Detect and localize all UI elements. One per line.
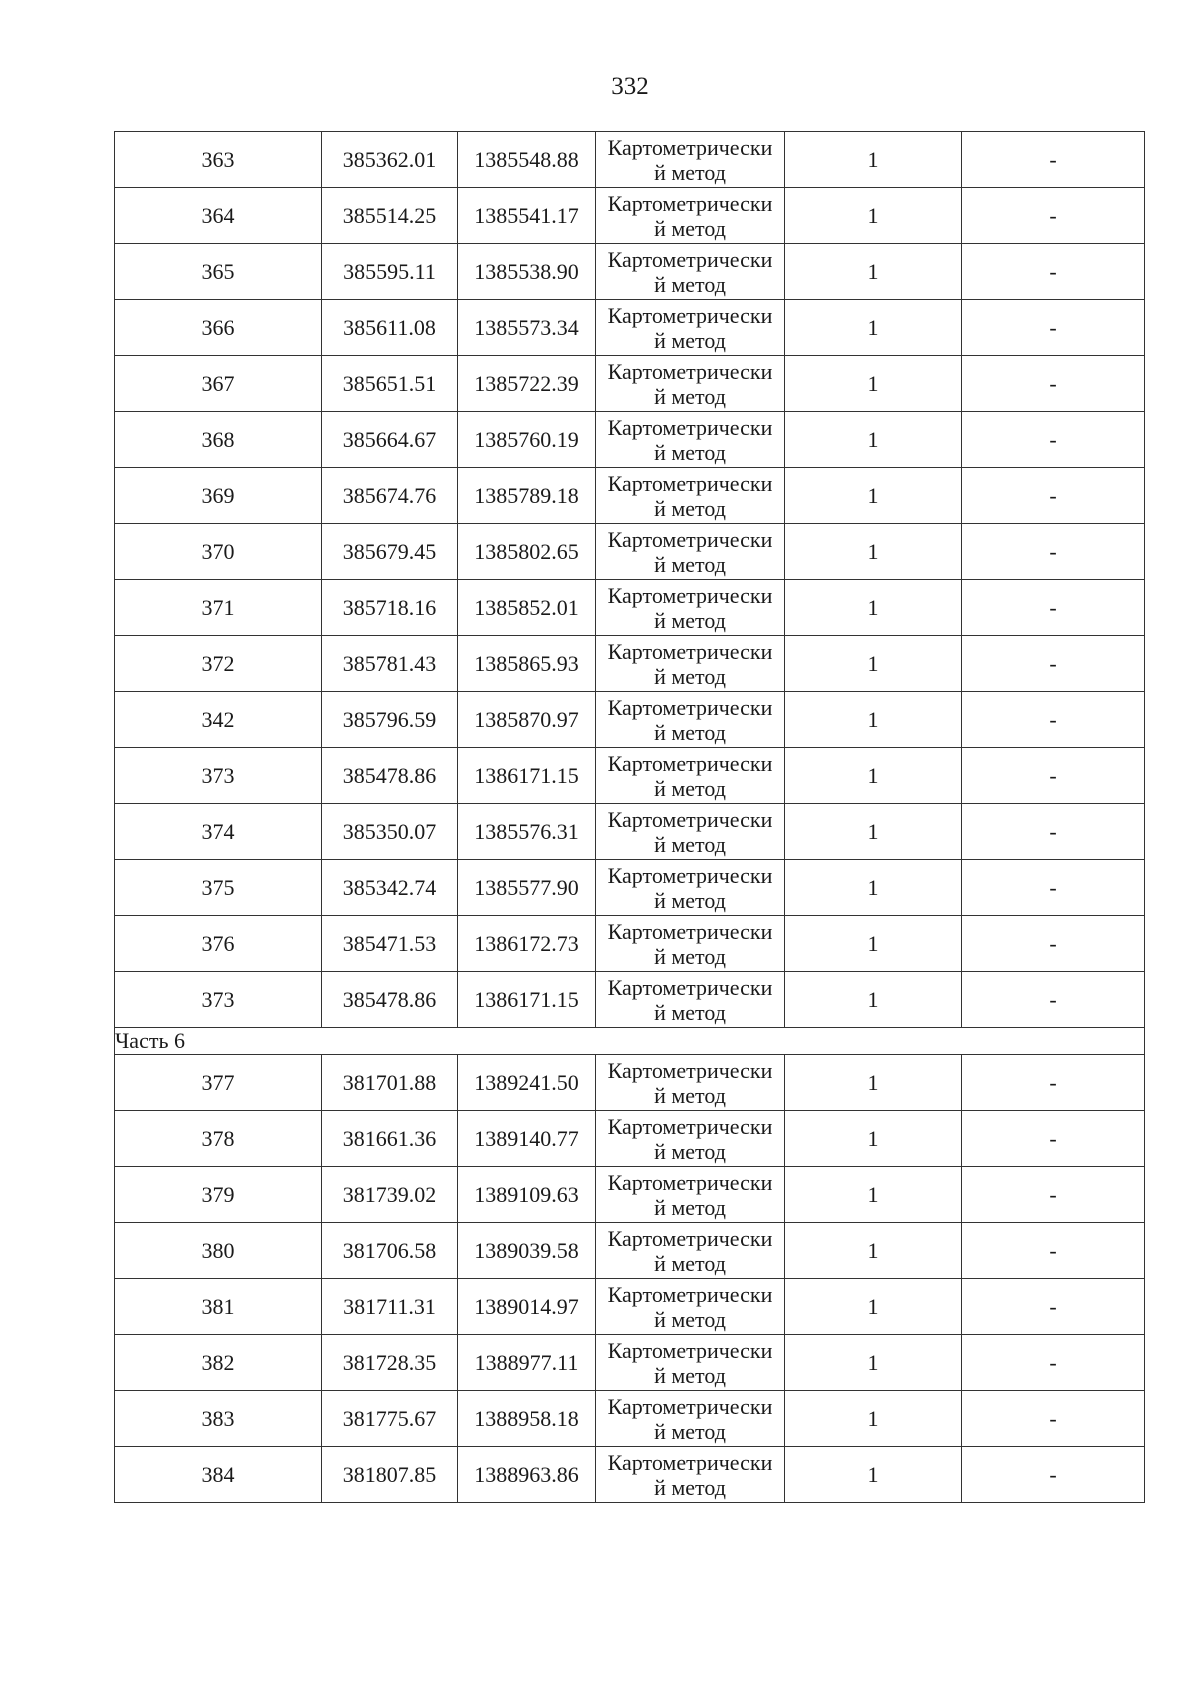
method-line-2: й метод [654,607,726,633]
method-cell [596,1055,785,1111]
x-coordinate-cell: 385342.74 [322,860,458,916]
table-row [115,524,1145,580]
method-line-1: Картометрически [607,750,773,776]
note-cell: - [962,972,1145,1028]
note-cell: - [962,356,1145,412]
accuracy-cell: 1 [785,1391,962,1447]
point-number-cell: 368 [115,412,322,468]
y-coordinate-cell: 1389241.50 [458,1055,596,1111]
accuracy-cell: 1 [785,1111,962,1167]
method-line-1: Картометрически [607,246,773,272]
x-coordinate-cell: 381739.02 [322,1167,458,1223]
table-row [115,244,1145,300]
section-row [115,1028,1145,1055]
accuracy-cell: 1 [785,412,962,468]
accuracy-cell: 1 [785,972,962,1028]
method-cell [596,244,785,300]
method-cell [596,132,785,188]
table-row [115,1111,1145,1167]
method-line-2: й метод [654,327,726,353]
method-line-2: й метод [654,215,726,241]
method-line-2: й метод [654,383,726,409]
table-row [115,1223,1145,1279]
x-coordinate-cell: 385664.67 [322,412,458,468]
point-number-cell: 373 [115,748,322,804]
accuracy-cell: 1 [785,1167,962,1223]
method-line-1: Картометрически [607,974,773,1000]
y-coordinate-cell: 1385538.90 [458,244,596,300]
y-coordinate-cell: 1385548.88 [458,132,596,188]
note-cell: - [962,1279,1145,1335]
table-row [115,188,1145,244]
table-row [115,1055,1145,1111]
table-row [115,580,1145,636]
y-coordinate-cell: 1386171.15 [458,748,596,804]
method-line-1: Картометрически [607,1281,773,1307]
y-coordinate-cell: 1388958.18 [458,1391,596,1447]
accuracy-cell: 1 [785,524,962,580]
y-coordinate-cell: 1385577.90 [458,860,596,916]
method-line-2: й метод [654,271,726,297]
point-number-cell: 371 [115,580,322,636]
note-cell: - [962,1223,1145,1279]
method-line-2: й метод [654,439,726,465]
method-cell [596,1167,785,1223]
method-cell [596,1447,785,1503]
method-line-2: й метод [654,719,726,745]
y-coordinate-cell: 1385541.17 [458,188,596,244]
method-cell [596,692,785,748]
method-line-2: й метод [654,495,726,521]
x-coordinate-cell: 385611.08 [322,300,458,356]
note-cell: - [962,188,1145,244]
x-coordinate-cell: 381661.36 [322,1111,458,1167]
x-coordinate-cell: 381706.58 [322,1223,458,1279]
x-coordinate-cell: 381807.85 [322,1447,458,1503]
table-row [115,300,1145,356]
method-line-1: Картометрически [607,1393,773,1419]
method-line-1: Картометрически [607,1449,773,1475]
table-row [115,356,1145,412]
table-row [115,692,1145,748]
method-line-2: й метод [654,1306,726,1332]
x-coordinate-cell: 381728.35 [322,1335,458,1391]
y-coordinate-cell: 1388977.11 [458,1335,596,1391]
method-cell [596,356,785,412]
method-line-2: й метод [654,159,726,185]
method-line-2: й метод [654,1362,726,1388]
y-coordinate-cell: 1385576.31 [458,804,596,860]
y-coordinate-cell: 1385573.34 [458,300,596,356]
method-cell [596,468,785,524]
method-cell [596,860,785,916]
method-cell [596,748,785,804]
accuracy-cell: 1 [785,1447,962,1503]
point-number-cell: 379 [115,1167,322,1223]
accuracy-cell: 1 [785,692,962,748]
page-number: 332 [611,73,649,100]
point-number-cell: 342 [115,692,322,748]
method-line-1: Картометрически [607,358,773,384]
x-coordinate-cell: 381701.88 [322,1055,458,1111]
y-coordinate-cell: 1385789.18 [458,468,596,524]
method-line-1: Картометрически [607,526,773,552]
y-coordinate-cell: 1386172.73 [458,916,596,972]
method-line-1: Картометрически [607,862,773,888]
table-row [115,412,1145,468]
table-row [115,1391,1145,1447]
method-line-2: й метод [654,1418,726,1444]
note-cell: - [962,1167,1145,1223]
point-number-cell: 382 [115,1335,322,1391]
method-line-1: Картометрически [607,1225,773,1251]
x-coordinate-cell: 381775.67 [322,1391,458,1447]
method-cell [596,580,785,636]
point-number-cell: 364 [115,188,322,244]
note-cell: - [962,692,1145,748]
accuracy-cell: 1 [785,1055,962,1111]
table-row [115,804,1145,860]
y-coordinate-cell: 1389109.63 [458,1167,596,1223]
y-coordinate-cell: 1385722.39 [458,356,596,412]
table-row [115,1447,1145,1503]
method-line-1: Картометрически [607,470,773,496]
accuracy-cell: 1 [785,1335,962,1391]
table-row [115,132,1145,188]
table-row [115,468,1145,524]
method-cell [596,636,785,692]
note-cell: - [962,412,1145,468]
table-row [115,1167,1145,1223]
y-coordinate-cell: 1388963.86 [458,1447,596,1503]
note-cell: - [962,860,1145,916]
y-coordinate-cell: 1385865.93 [458,636,596,692]
accuracy-cell: 1 [785,580,962,636]
accuracy-cell: 1 [785,132,962,188]
table-row [115,1335,1145,1391]
accuracy-cell: 1 [785,860,962,916]
method-line-2: й метод [654,999,726,1025]
note-cell: - [962,1055,1145,1111]
point-number-cell: 363 [115,132,322,188]
y-coordinate-cell: 1385870.97 [458,692,596,748]
method-line-1: Картометрически [607,302,773,328]
point-number-cell: 372 [115,636,322,692]
x-coordinate-cell: 385471.53 [322,916,458,972]
method-line-1: Картометрически [607,1113,773,1139]
note-cell: - [962,1391,1145,1447]
point-number-cell: 378 [115,1111,322,1167]
point-number-cell: 377 [115,1055,322,1111]
method-line-1: Картометрически [607,694,773,720]
method-cell [596,1391,785,1447]
point-number-cell: 381 [115,1279,322,1335]
method-line-2: й метод [654,943,726,969]
method-line-2: й метод [654,831,726,857]
accuracy-cell: 1 [785,356,962,412]
note-cell: - [962,1447,1145,1503]
coordinates-table [114,131,1145,1503]
accuracy-cell: 1 [785,748,962,804]
method-line-2: й метод [654,1474,726,1500]
note-cell: - [962,132,1145,188]
point-number-cell: 366 [115,300,322,356]
method-line-1: Картометрически [607,1337,773,1363]
point-number-cell: 376 [115,916,322,972]
point-number-cell: 367 [115,356,322,412]
method-line-2: й метод [654,1082,726,1108]
table-row [115,636,1145,692]
method-line-1: Картометрически [607,806,773,832]
method-line-2: й метод [654,551,726,577]
x-coordinate-cell: 385362.01 [322,132,458,188]
coordinates-table-body [115,132,1145,1503]
point-number-cell: 384 [115,1447,322,1503]
x-coordinate-cell: 385796.59 [322,692,458,748]
y-coordinate-cell: 1389140.77 [458,1111,596,1167]
method-cell [596,412,785,468]
y-coordinate-cell: 1386171.15 [458,972,596,1028]
point-number-cell: 374 [115,804,322,860]
method-line-1: Картометрически [607,918,773,944]
x-coordinate-cell: 385651.51 [322,356,458,412]
method-cell [596,1223,785,1279]
x-coordinate-cell: 385781.43 [322,636,458,692]
x-coordinate-cell: 385350.07 [322,804,458,860]
note-cell: - [962,1335,1145,1391]
x-coordinate-cell: 385679.45 [322,524,458,580]
method-cell [596,524,785,580]
accuracy-cell: 1 [785,468,962,524]
method-cell [596,1279,785,1335]
note-cell: - [962,1111,1145,1167]
method-line-2: й метод [654,1138,726,1164]
x-coordinate-cell: 385674.76 [322,468,458,524]
method-cell [596,300,785,356]
method-cell [596,1111,785,1167]
y-coordinate-cell: 1389039.58 [458,1223,596,1279]
point-number-cell: 369 [115,468,322,524]
method-line-1: Картометрически [607,582,773,608]
accuracy-cell: 1 [785,804,962,860]
note-cell: - [962,580,1145,636]
method-line-1: Картометрически [607,1169,773,1195]
accuracy-cell: 1 [785,244,962,300]
method-line-1: Картометрически [607,414,773,440]
point-number-cell: 365 [115,244,322,300]
y-coordinate-cell: 1385852.01 [458,580,596,636]
table-row [115,1279,1145,1335]
accuracy-cell: 1 [785,300,962,356]
method-cell [596,916,785,972]
accuracy-cell: 1 [785,1223,962,1279]
y-coordinate-cell: 1385760.19 [458,412,596,468]
note-cell: - [962,636,1145,692]
x-coordinate-cell: 385478.86 [322,972,458,1028]
section-label: Часть 6 [115,1028,1145,1055]
method-cell [596,972,785,1028]
note-cell: - [962,748,1145,804]
y-coordinate-cell: 1389014.97 [458,1279,596,1335]
accuracy-cell: 1 [785,636,962,692]
method-line-2: й метод [654,663,726,689]
point-number-cell: 383 [115,1391,322,1447]
x-coordinate-cell: 381711.31 [322,1279,458,1335]
point-number-cell: 373 [115,972,322,1028]
point-number-cell: 380 [115,1223,322,1279]
note-cell: - [962,300,1145,356]
x-coordinate-cell: 385718.16 [322,580,458,636]
note-cell: - [962,524,1145,580]
method-line-1: Картометрически [607,190,773,216]
note-cell: - [962,916,1145,972]
table-row [115,916,1145,972]
method-line-1: Картометрически [607,134,773,160]
method-cell [596,188,785,244]
accuracy-cell: 1 [785,1279,962,1335]
point-number-cell: 375 [115,860,322,916]
method-line-1: Картометрически [607,638,773,664]
point-number-cell: 370 [115,524,322,580]
method-line-1: Картометрически [607,1057,773,1083]
note-cell: - [962,468,1145,524]
method-line-2: й метод [654,1194,726,1220]
method-line-2: й метод [654,1250,726,1276]
note-cell: - [962,804,1145,860]
accuracy-cell: 1 [785,916,962,972]
method-line-2: й метод [654,775,726,801]
x-coordinate-cell: 385514.25 [322,188,458,244]
y-coordinate-cell: 1385802.65 [458,524,596,580]
table-row [115,972,1145,1028]
method-cell [596,1335,785,1391]
method-cell [596,804,785,860]
note-cell: - [962,244,1145,300]
x-coordinate-cell: 385595.11 [322,244,458,300]
table-row [115,860,1145,916]
accuracy-cell: 1 [785,188,962,244]
x-coordinate-cell: 385478.86 [322,748,458,804]
method-line-2: й метод [654,887,726,913]
table-row [115,748,1145,804]
